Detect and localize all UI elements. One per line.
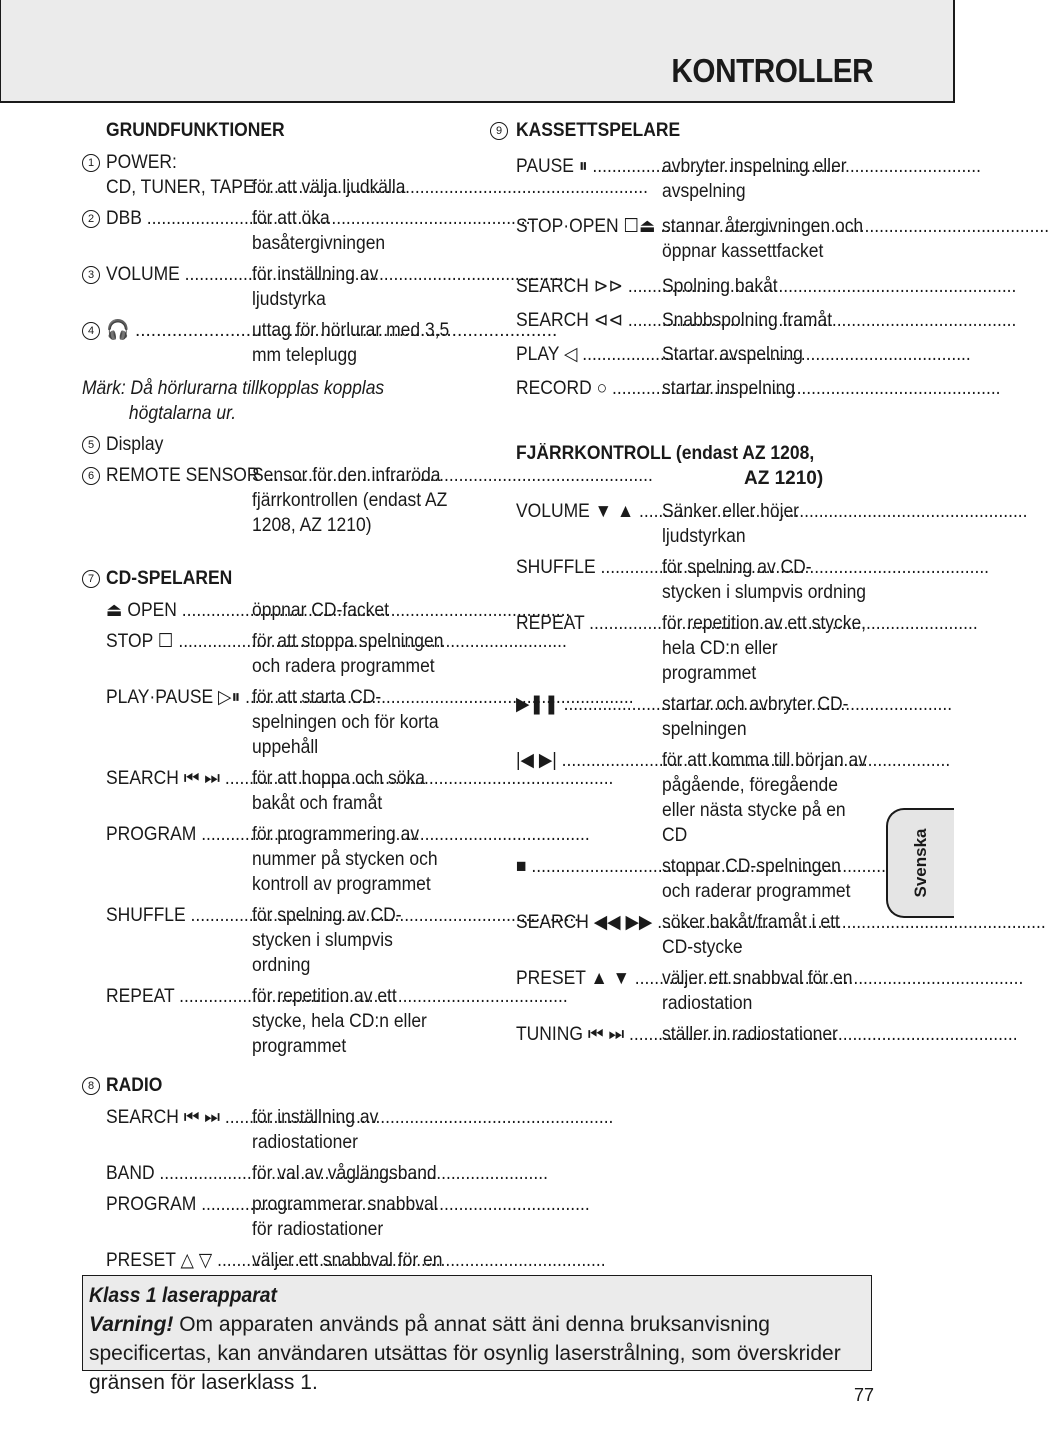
control-entry bbox=[490, 376, 885, 401]
control-description: Spolning bakåt bbox=[662, 276, 778, 297]
section-radio bbox=[82, 1073, 472, 1099]
control-description: för inställning av radiostationer bbox=[252, 1107, 379, 1153]
control-name: SEARCH ◀◀ ▶▶ ..... bbox=[516, 910, 650, 935]
control-name: PRESET △ ▽ ..... bbox=[106, 1248, 240, 1273]
control-description: Startar avspelning bbox=[662, 344, 803, 365]
laser-warning-box bbox=[82, 1275, 872, 1394]
control-name: POWER: bbox=[106, 152, 177, 173]
control-description: avbryter inspelning eller avspelning bbox=[662, 156, 847, 202]
control-entry bbox=[82, 685, 472, 760]
right-column bbox=[490, 118, 885, 1053]
control-entry bbox=[82, 262, 472, 312]
item-number: 3 bbox=[82, 266, 100, 284]
control-entry bbox=[82, 432, 472, 457]
section-title: GRUNDFUNKTIONER bbox=[106, 120, 285, 141]
section-title: KASSETTSPELARE bbox=[516, 120, 681, 141]
control-name: SHUFFLE ..... bbox=[516, 555, 650, 580]
stop-icon: ■ ..... bbox=[516, 854, 650, 879]
control-description: för att stoppa spelningen och radera programmet bbox=[252, 631, 444, 677]
control-name: STOP ☐ ..... bbox=[106, 629, 240, 654]
control-entry bbox=[490, 308, 885, 333]
control-entry bbox=[82, 206, 472, 256]
control-description: för val av våglängsband bbox=[252, 1163, 437, 1184]
control-entry bbox=[82, 598, 472, 623]
warning-text: Om apparaten används på annat sätt äni denna bruksanvisning specificertas, kan användaren utsättas för osynlig laserstrålning, som överskrider gränsen för laserklass 1. bbox=[89, 1313, 841, 1394]
control-name: BAND ..... bbox=[106, 1161, 240, 1186]
control-entry bbox=[82, 1105, 472, 1155]
control-name: SEARCH ⊳⊳ ..... bbox=[516, 274, 650, 299]
control-name: PROGRAM ..... bbox=[106, 1192, 240, 1217]
page-header bbox=[0, 0, 955, 103]
control-description: för spelning av CD-stycken i slumpvis ordning bbox=[252, 905, 402, 976]
control-entry bbox=[490, 854, 885, 904]
control-entry bbox=[82, 1192, 472, 1242]
control-name: SEARCH ⊲⊲ ..... bbox=[516, 308, 650, 333]
control-entry bbox=[490, 910, 885, 960]
control-entry bbox=[82, 318, 472, 368]
warning-lead: Varning! bbox=[89, 1313, 174, 1336]
item-number: 1 bbox=[82, 154, 100, 172]
section-fjarrkontroll bbox=[516, 441, 885, 491]
control-entry bbox=[82, 629, 472, 679]
control-entry bbox=[82, 175, 472, 200]
control-entry bbox=[82, 903, 472, 978]
section-title: FJÄRRKONTROLL (endast AZ 1208, bbox=[516, 443, 815, 464]
control-name: SHUFFLE ..... bbox=[106, 903, 240, 928]
left-column bbox=[82, 118, 472, 1304]
control-description: startar och avbryter CD-spelningen bbox=[662, 694, 849, 740]
control-name: RECORD ○ ..... bbox=[516, 376, 650, 401]
control-entry bbox=[82, 1161, 472, 1186]
control-entry bbox=[82, 150, 472, 175]
control-description: för att välja ljudkälla bbox=[252, 177, 406, 198]
control-entry bbox=[490, 692, 885, 742]
control-description: Sensor för den infraröda fjärrkontrollen (endast AZ 1208, AZ 1210) bbox=[252, 465, 448, 536]
skip-icon: |◀ ▶| ..... bbox=[516, 748, 650, 773]
control-entry bbox=[82, 822, 472, 897]
control-description: för repetition av ett stycke, hela CD:n eller programmet bbox=[252, 986, 427, 1057]
control-name: SEARCH ⏮ ⏭ ..... bbox=[106, 766, 240, 791]
page-number: 77 bbox=[853, 1385, 874, 1405]
control-description: startar inspelning bbox=[662, 378, 796, 399]
control-description: ställer in radiostationer bbox=[662, 1024, 838, 1045]
section-cd-spelaren bbox=[82, 566, 472, 592]
control-name: PAUSE ⏸ ..... bbox=[516, 154, 650, 179]
control-entry bbox=[490, 342, 885, 367]
item-number: 6 bbox=[82, 467, 100, 485]
control-description: för spelning av CD-stycken i slumpvis ordning bbox=[662, 557, 867, 603]
control-description: väljer ett snabbval för en bbox=[252, 1250, 443, 1271]
control-name: CD, TUNER, TAPE ..... bbox=[106, 175, 240, 200]
item-number: 2 bbox=[82, 210, 100, 228]
language-tab bbox=[886, 808, 954, 918]
control-entry bbox=[490, 611, 885, 686]
control-entry bbox=[490, 1022, 885, 1047]
note-line: högtalarna ur. bbox=[128, 403, 237, 424]
headphones-icon: 🎧 ..... bbox=[106, 318, 252, 343]
control-description: söker bakåt/framåt i ett CD-stycke bbox=[662, 912, 840, 958]
control-entry bbox=[82, 984, 472, 1059]
control-name: REPEAT ..... bbox=[106, 984, 240, 1009]
control-entry bbox=[490, 499, 885, 549]
control-name: REMOTE SENSOR ..... bbox=[106, 463, 240, 488]
section-title: RADIO bbox=[106, 1075, 163, 1096]
item-number: 4 bbox=[82, 322, 100, 340]
control-entry bbox=[490, 154, 885, 204]
control-name: SEARCH ⏮ ⏭ ..... bbox=[106, 1105, 240, 1130]
control-description: väljer ett snabbval för en radiostation bbox=[662, 968, 853, 1014]
section-kassettspelare bbox=[490, 118, 885, 144]
control-description: för att öka basåtergivningen bbox=[252, 208, 386, 254]
item-number: 8 bbox=[82, 1077, 100, 1095]
control-description: Sänker eller höjer ljudstyrkan bbox=[662, 501, 800, 547]
section-grundfunktioner bbox=[82, 118, 472, 144]
control-name: REPEAT ..... bbox=[516, 611, 650, 636]
control-name: PROGRAM ..... bbox=[106, 822, 240, 847]
control-description: för programmering av nummer på stycken och kontroll av programmet bbox=[252, 824, 438, 895]
page-title: KONTROLLER bbox=[671, 52, 873, 89]
control-name: ⏏ OPEN ..... bbox=[106, 598, 240, 623]
control-entry bbox=[82, 766, 472, 816]
control-name: Display bbox=[106, 434, 164, 455]
section-title: CD-SPELAREN bbox=[106, 568, 233, 589]
control-description: uttag för hörlurar med 3,5 mm teleplugg bbox=[252, 320, 450, 366]
control-name: STOP·OPEN ☐⏏ ..... bbox=[516, 214, 650, 239]
control-name: TUNING ⏮ ⏭ ..... bbox=[516, 1022, 650, 1047]
control-description: stannar återgivningen och öppnar kassettfacket bbox=[662, 216, 864, 262]
control-name: PRESET ▲ ▼ ..... bbox=[516, 966, 650, 991]
control-description: för att hoppa och söka bakåt och framåt bbox=[252, 768, 425, 814]
control-description: Snabbspolning framåt bbox=[662, 310, 833, 331]
headphone-note bbox=[82, 376, 384, 426]
warning-title: Klass 1 laserapparat bbox=[89, 1284, 277, 1307]
control-description: stoppar CD-spelningen och raderar programmet bbox=[662, 856, 851, 902]
item-number: 5 bbox=[82, 436, 100, 454]
control-name: PLAY ◁ ..... bbox=[516, 342, 650, 367]
item-number: 7 bbox=[82, 570, 100, 588]
control-entry bbox=[490, 214, 885, 264]
control-name: PLAY·PAUSE ▷⏸ ..... bbox=[106, 685, 240, 710]
control-entry bbox=[490, 555, 885, 605]
control-description: för repetition av ett stycke, hela CD:n eller programmet bbox=[662, 613, 867, 684]
note-line: Märk: Då hörlurarna tillkopplas kopplas bbox=[82, 378, 385, 399]
item-number: 9 bbox=[490, 122, 508, 140]
control-name: DBB ..... bbox=[106, 206, 240, 231]
control-entry bbox=[490, 966, 885, 1016]
control-entry bbox=[490, 274, 885, 299]
control-description: för att komma till början av pågående, föregående eller nästa stycke på en CD bbox=[662, 750, 867, 846]
control-entry bbox=[490, 748, 885, 848]
control-entry bbox=[82, 463, 472, 538]
control-name: VOLUME ..... bbox=[106, 262, 240, 287]
control-description: för att starta CD-spelningen och för korta uppehåll bbox=[252, 687, 439, 758]
language-label: Svenska bbox=[911, 828, 930, 898]
section-title: AZ 1210) bbox=[744, 468, 824, 489]
control-description: för inställning av ljudstyrka bbox=[252, 264, 379, 310]
control-description: programmerar snabbval för radiostationer bbox=[252, 1194, 438, 1240]
control-name: VOLUME ▼ ▲ ..... bbox=[516, 499, 650, 524]
play-pause-icon: ▶❚❚ ..... bbox=[516, 692, 650, 717]
control-description: öppnar CD-facket bbox=[252, 600, 389, 621]
